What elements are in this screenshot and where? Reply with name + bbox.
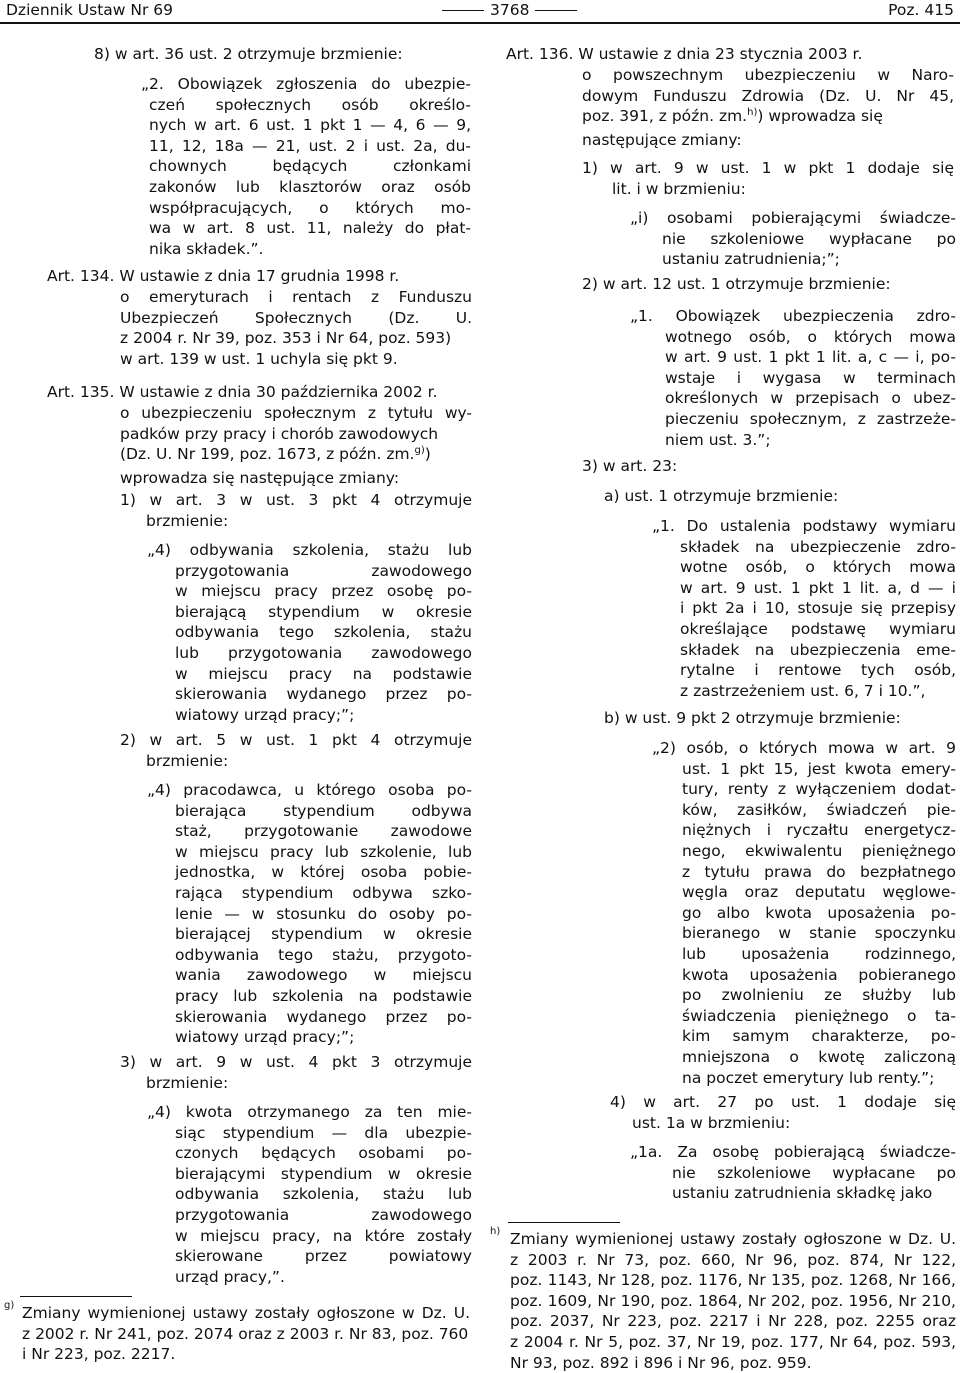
right-quote-1: „i) osobami pobierającymi świadcze- nie szkoleniowe wypłacane po ustaniu zatrudnienia;”; [630,209,956,269]
article-135-body: o ubezpieczeniu społecznym z tytułu wy- padków przy pracy i chorób zawodowych (Dz. U. Nr 199, poz. 1673, z późn. zm.$^{g)}$) wprowadza się następujące zmiany: [120,404,472,487]
left-column [94,44,469,65]
header-rule [0,22,960,24]
footnote-rule-right [508,1222,620,1223]
amendment-point-3-left: 3) w art. 9 w ust. 4 pkt 3 otrzymuje brzmienie: [120,1053,472,1092]
footnote-h: Zmiany wymienionej ustawy zostały ogłoszone w Dz. U. z 2003 r. Nr 73, poz. 660, Nr 96, poz. 874, Nr 122, poz. 1143, Nr 128, poz. 1176, Nr 135, poz. 1268, Nr 166, poz. 1609, Nr 190, poz. 1864, Nr 202, poz. 1956, Nr 210, poz. 2037, Nr 223, poz. 2217 i Nr 228, poz. 2255 oraz z 2004 r. Nr 5, poz. 37, Nr 19, poz. 177, Nr 64, poz. 593, Nr 93, poz. 892 i 896 i Nr 96, poz. 959. [510,1230,956,1372]
right-quote-b: „2) osób, o których mowa w art. 9 ust. 1 pkt 15, jest kwota emery- tury, renty z wyłączeniem dodat- ków, zasiłków, świadczeń pie- niężnych i ryczałtu energetycz- nego, ekwiwalentu pieniężnego z tytułu prawa do bezpłatnego węgla oraz deputatu węglowe- go albo kwota uposażenia po- bieranego w stanie spoczynku lub uposażenia rodzinnego, kwota uposażenia pobieranego po zwolnieniu ze służby lub świadczenia pieniężnego o ta- kim samym charakterze, po- mniejszona o kwotę zaliczoną na poczet emerytury lub renty.”; [652,739,956,1087]
article-134-body: o emeryturach i rentach z Funduszu Ubezpieczeń Społecznych (Dz. U. z 2004 r. Nr 39, poz. 353 i Nr 64, poz. 593) w art. 139 w ust. 1 uchyla się pkt 9. [120,288,472,368]
right-quote-a: „1. Do ustalenia podstawy wymiaru składek na ubezpieczenie zdro- wotne osób, o których mowa w art. 9 ust. 1 pkt 1 lit. a, d — i i pkt 2a i 10, stosuje się przepisy określające podstawę wymiaru składek na ubezpieczenia eme- rytalne i rentowe tych osób, z zastrzeżeniem ust. 6, 7 i 10.”, [652,517,956,700]
amendment-point-2-right: 2) w art. 12 ust. 1 otrzymuje brzmienie: [582,275,891,293]
page-header [0,0,960,20]
position-number: Poz. 415 [888,1,954,19]
left-quote-3: „4) kwota otrzymanego za ten mie- siąc stypendium — dla ubezpie- czonych będących osobami po- bierającymi stypendium w okresie odbywania szkolenia, stażu lub przygotowania zawodowego w miejscu pracy, na które zostały skierowane przez powiatowy urząd pracy,”. [147,1103,472,1286]
left-quote-2: „4) pracodawca, u którego osoba po- bierająca stypendium odbywa staż, przygotowanie zawodowe w miejscu pracy lub szkolenie, lub jednostka, w której osoba pobie- rająca stypendium odbywa szko- lenie — w stosunku do osoby po- bierającej stypendium w okresie odbywania tego stażu, przygoto- wania zawodowego w miejscu pracy lub szkolenia na podstawie skierowania wydanego przez po- wiatowy urząd pracy;”; [147,781,472,1047]
left-quote-1: „4) odbywania szkolenia, stażu lub przygotowania zawodowego w miejscu pracy przez osobę po- bierającą stypendium w okresie odbywania tego szkolenia, stażu lub przygotowania zawodowego w miejscu pracy na podstawie skierowania wydanego przez po- wiatowy urząd pracy;”; [147,541,472,724]
right-quote-2: „1. Obowiązek ubezpieczenia zdro- wotnego osób, o których mowa w art. 9 ust. 1 pkt 1 lit. a, c — i, po- wstaje i wygasa w terminach określonych w przepisach o ubez- pieczeniu społecznym, z zastrzeże- niem ust. 3.”; [630,307,956,449]
amendment-point-3-right: 3) w art. 23: [582,457,678,475]
amendment-point-1-left: 1) w art. 3 w ust. 3 pkt 4 otrzymuje brzmienie: [120,491,472,530]
journal-title: Dziennik Ustaw Nr 69 [6,1,173,19]
amendment-point-1-right: 1) w art. 9 w ust. 1 w pkt 1 dodaje się lit. i w brzmieniu: [582,159,954,198]
right-quote-4: „1a. Za osobę pobierającą świadcze- nie szkoleniowe wypłacane po ustaniu zatrudnienia składkę jako [630,1143,956,1203]
footnote-g: Zmiany wymienionej ustawy zostały ogłoszone w Dz. U. z 2002 r. Nr 241, poz. 2074 oraz z 2003 r. Nr 83, poz. 760 i Nr 223, poz. 2217. [22,1304,470,1364]
left-quote-8: „2. Obowiązek zgłoszenia do ubezpie- czeń społecznych osób określo- nych w art. 6 ust. 1 pkt 1 — 4, 6 — 9, 11, 12, 18a — 21, ust. 2 i ust. 2a, du- chownych będących członkami zakonów lub klasztorów oraz osób współpracujących, o których mo- wa w art. 8 ust. 11, należy do płat- nika składek.”. [141,75,471,258]
amendment-point-8: 8) w art. 36 ust. 2 otrzymuje brzmienie: [94,45,403,63]
footnote-mark-h: h) [490,1226,501,1237]
sub-point-b: b) w ust. 9 pkt 2 otrzymuje brzmienie: [604,709,901,727]
footnote-ref-h: h) [747,107,758,119]
footnote-ref-g: g) [414,445,425,457]
sub-point-a: a) ust. 1 otrzymuje brzmienie: [604,487,839,505]
page-number: 3768 [436,0,583,20]
article-134: Art. 134. W ustawie z dnia 17 grudnia 1998 r. [47,267,400,285]
article-135: Art. 135. W ustawie z dnia 30 października 2002 r. [47,383,438,401]
article-136: Art. 136. W ustawie z dnia 23 stycznia 2003 r. [506,45,863,63]
amendment-point-2-left: 2) w art. 5 w ust. 1 pkt 4 otrzymuje brzmienie: [120,731,472,770]
article-136-body: o powszechnym ubezpieczeniu w Naro- dowym Funduszu Zdrowia (Dz. U. Nr 45, poz. 391, z późn. zm.$^{h)}$) wprowadza się następujące zmiany: [582,66,954,149]
footnote-rule-left [20,1296,132,1297]
amendment-point-4-right: 4) w art. 27 po ust. 1 dodaje się ust. 1a w brzmieniu: [610,1093,956,1132]
footnote-mark-g: g) [4,1300,15,1311]
